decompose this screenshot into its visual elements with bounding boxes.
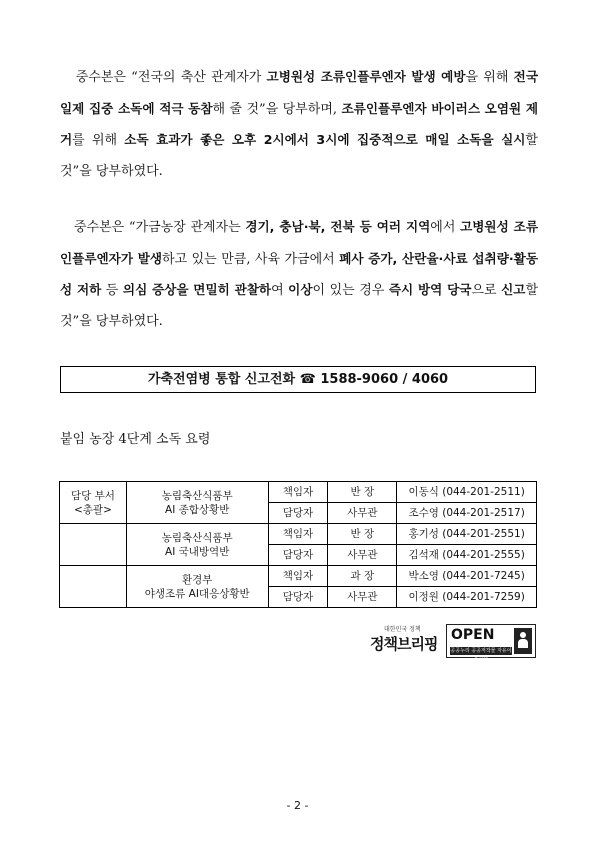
person-cell: 조수영 (044-201-2517) — [397, 503, 537, 524]
phone-icon: ☎ — [299, 372, 316, 387]
role-cell: 담당자 — [268, 545, 328, 566]
logo-area — [370, 624, 536, 662]
table-row — [60, 524, 537, 545]
role-cell: 담당자 — [268, 503, 328, 524]
role-cell: 책임자 — [268, 482, 328, 503]
person-cell: 홍기성 (044-201-2551) — [397, 524, 537, 545]
contacts-table — [59, 481, 537, 608]
table-row — [60, 566, 537, 587]
paragraph-disinfection: 중수본은 “전국의 축산 관계자가 고병원성 조류인플루엔자 발생 예방을 위해 전국 일제 집중 소독에 적극 동참해 줄 것”을 당부하며, 조류인플루엔자 바이러스 오염원 제거를 위해 소독 효과가 좋은 오후 2시에서 3시에 집중적으로 매일 소독을 실시할 것”을 당부하였다. — [60, 69, 538, 179]
person-cell: 이동식 (044-201-2511) — [397, 482, 537, 503]
dept-cell: 환경부 야생조류 AI대응상황반 — [126, 566, 268, 608]
role-cell: 책임자 — [268, 566, 328, 587]
title-cell: 사무관 — [328, 587, 397, 608]
page-number: - 2 - — [286, 799, 309, 812]
dept-cell: 농림축산식품부 AI 종합상황반 — [126, 482, 268, 524]
person-cell: 이정원 (044-201-7259) — [397, 587, 537, 608]
person-cell: 박소영 (044-201-7245) — [397, 566, 537, 587]
lead-dept-cell — [60, 566, 127, 608]
lead-dept-cell: 담당 부서 <총괄> — [60, 482, 127, 524]
policy-briefing-logo: 대한민국 정책 정책브리핑 — [370, 626, 438, 653]
person-cell: 김석재 (044-201-2555) — [397, 545, 537, 566]
dept-cell: 농림축산식품부 AI 국내방역반 — [126, 524, 268, 566]
attachment-title: 붙임 농장 4단계 소독 요령 — [60, 432, 211, 447]
hotline-number: 1588-9060 / 4060 — [320, 372, 449, 387]
title-cell: 사무관 — [328, 545, 397, 566]
hotline-box — [60, 366, 536, 393]
paragraph-reporting: 중수본은 “가금농장 관계자는 경기, 충남·북, 전북 등 여러 지역에서 고병원성 조류인플루엔자가 발생하고 있는 만큼, 사육 가금에서 폐사 증가, 산란율·사료 섭취량·활동성 저하 등 의심 증상을 면밀히 관찰하여 이상이 있는 경우 즉시 방역 당국으로 신고할 것”을 당부하였다. — [60, 219, 539, 329]
title-cell: 반 장 — [328, 482, 397, 503]
table-row — [60, 482, 537, 503]
person-icon — [514, 628, 532, 654]
hotline-label: 가축전염병 통합 신고전화 — [147, 372, 296, 387]
role-cell: 책임자 — [268, 524, 328, 545]
role-cell: 담당자 — [268, 587, 328, 608]
lead-dept-cell — [60, 524, 127, 566]
open-license-logo: OPEN 공공누리 공공저작물 자유이용허락 — [446, 624, 536, 658]
title-cell: 과 장 — [328, 566, 397, 587]
title-cell: 반 장 — [328, 524, 397, 545]
title-cell: 사무관 — [328, 503, 397, 524]
